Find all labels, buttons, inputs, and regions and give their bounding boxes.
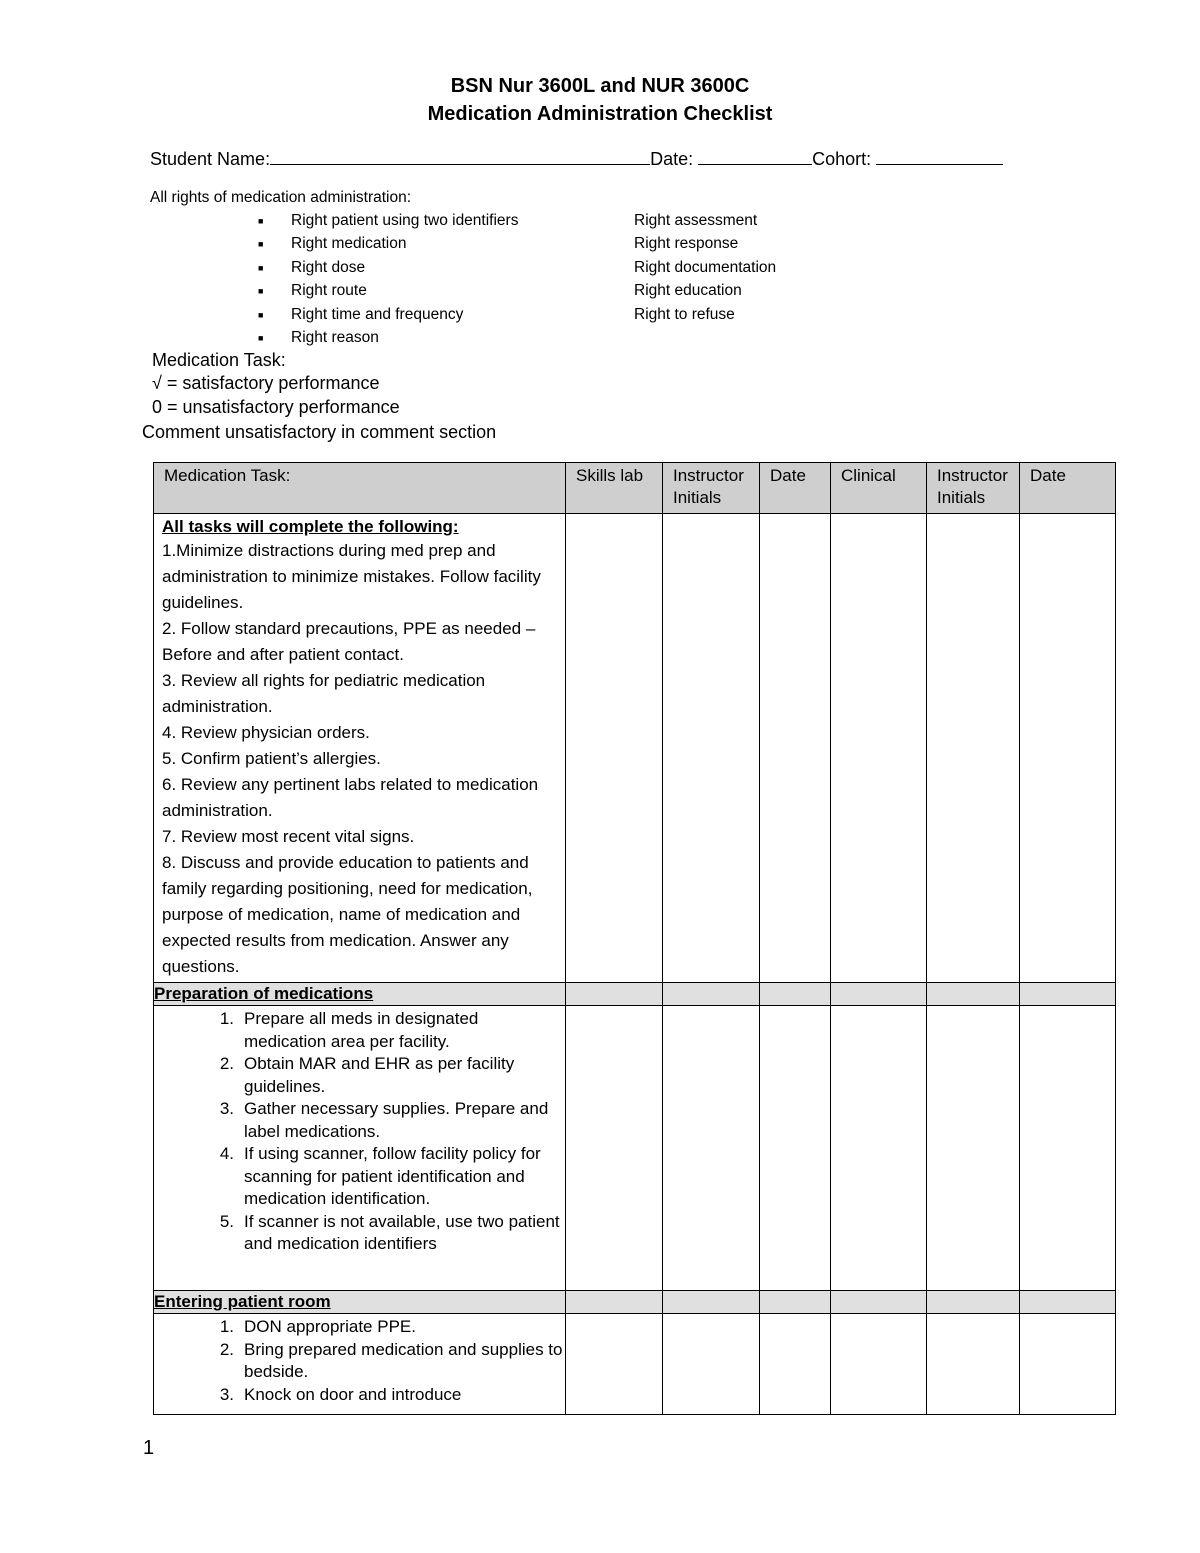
section-title-entering: Entering patient room <box>154 1291 566 1314</box>
check-cell[interactable] <box>566 514 663 983</box>
bullet-icon: ■ <box>258 309 264 320</box>
item-text: Bring prepared medication and supplies to bedside. <box>244 1339 563 1381</box>
right-item <box>258 306 463 324</box>
check-cell[interactable] <box>663 1006 760 1291</box>
item-number: 4. <box>219 1144 234 1163</box>
bullet-icon: ■ <box>258 285 264 296</box>
right-item-label: Right to refuse <box>634 306 735 323</box>
list-item <box>154 1098 565 1143</box>
title-line-1: BSN Nur 3600L and NUR 3600C <box>450 75 750 97</box>
check-cell[interactable] <box>1020 1314 1116 1415</box>
student-name-label: Student Name: <box>150 149 271 169</box>
list-item <box>154 1211 565 1256</box>
list-item <box>154 1053 565 1098</box>
list-item <box>154 1143 565 1211</box>
check-cell[interactable] <box>663 514 760 983</box>
bullet-icon: ■ <box>258 215 264 226</box>
right-item-label: Right medication <box>291 235 407 252</box>
entering-cell <box>154 1314 566 1415</box>
cohort-label: Cohort: <box>812 149 872 169</box>
right-item <box>258 282 367 300</box>
check-cell[interactable] <box>927 1314 1020 1415</box>
item-text: If scanner is not available, use two patient and medication identifiers <box>244 1211 560 1253</box>
right-item <box>258 259 365 277</box>
check-cell[interactable] <box>1020 1006 1116 1291</box>
right-item-label: Right reason <box>291 329 379 346</box>
list-item <box>154 1384 565 1407</box>
table-row-preparation <box>154 1006 1116 1291</box>
check-cell[interactable] <box>566 1314 663 1415</box>
preparation-cell <box>154 1006 566 1291</box>
task-item: 1.Minimize distractions during med prep and administration to minimize mistakes. Follow facility guidelines. <box>162 541 541 612</box>
date-field[interactable] <box>698 146 812 165</box>
check-cell[interactable] <box>831 1006 927 1291</box>
check-cell[interactable] <box>760 1314 831 1415</box>
table-row-all-tasks <box>154 514 1116 983</box>
right-item-label: Right time and frequency <box>291 306 464 323</box>
check-cell[interactable] <box>927 514 1020 983</box>
checklist-table <box>153 462 1116 1415</box>
bullet-icon: ■ <box>258 332 264 343</box>
check-cell[interactable] <box>927 1006 1020 1291</box>
right-item <box>258 212 518 230</box>
bullet-icon: ■ <box>258 238 264 249</box>
right-item <box>258 329 379 347</box>
col-header-skills-lab: Skills lab <box>566 463 663 514</box>
legend-satisfactory: √ = satisfactory performance <box>152 373 380 393</box>
list-item <box>154 1339 565 1384</box>
task-item: 8. Discuss and provide education to patients and family regarding positioning, need for medication, purpose of medication, name of medication and expected results from medication. Answer any questions. <box>162 853 533 976</box>
date-label: Date: <box>650 149 694 169</box>
student-name-field[interactable] <box>270 146 650 165</box>
col-header-clinical: Clinical <box>831 463 927 514</box>
all-tasks-lead: All tasks will complete the following: <box>162 517 459 536</box>
item-number: 2. <box>219 1339 234 1359</box>
page-number: 1 <box>143 1437 155 1459</box>
rights-intro: All rights of medication administration: <box>150 189 412 206</box>
legend-label: Medication Task: <box>152 350 286 370</box>
item-number: 2. <box>219 1054 234 1073</box>
task-item: 6. Review any pertinent labs related to medication administration. <box>162 775 539 820</box>
list-item <box>154 1008 565 1053</box>
task-item: 5. Confirm patient’s allergies. <box>162 749 381 768</box>
section-row-entering <box>154 1291 1116 1314</box>
legend-unsatisfactory: 0 = unsatisfactory performance <box>152 397 400 417</box>
right-item-label: Right route <box>291 282 367 299</box>
col-header-instructor-initials-2: Instructor Initials <box>927 463 1020 514</box>
table-row-entering <box>154 1314 1116 1415</box>
col-header-instructor-initials-1: Instructor Initials <box>663 463 760 514</box>
item-number: 5. <box>219 1211 234 1231</box>
item-text: Obtain MAR and EHR as per facility guidelines. <box>244 1054 515 1096</box>
title-line-2: Medication Administration Checklist <box>427 103 773 125</box>
check-cell[interactable] <box>831 1314 927 1415</box>
col-header-task: Medication Task: <box>154 463 566 514</box>
right-item-label: Right education <box>634 282 742 299</box>
right-item-label: Right dose <box>291 259 366 276</box>
check-cell[interactable] <box>760 1006 831 1291</box>
item-number: 3. <box>219 1099 234 1118</box>
task-item: 3. Review all rights for pediatric medication administration. <box>162 671 486 716</box>
right-item-label: Right assessment <box>634 212 758 229</box>
right-item-label: Right documentation <box>634 259 777 276</box>
right-item-label: Right response <box>634 235 739 252</box>
right-item-label: Right patient using two identifiers <box>291 212 519 229</box>
col-header-date-1: Date <box>760 463 831 514</box>
item-text: DON appropriate PPE. <box>244 1317 416 1336</box>
check-cell[interactable] <box>663 1314 760 1415</box>
item-number: 1. <box>219 1317 234 1336</box>
check-cell[interactable] <box>1020 514 1116 983</box>
legend-comment: Comment unsatisfactory in comment section <box>142 422 497 442</box>
student-info-line <box>150 146 1003 170</box>
item-text: Prepare all meds in designated medication area per facility. <box>244 1009 479 1051</box>
task-item: 7. Review most recent vital signs. <box>162 827 415 846</box>
right-item <box>258 235 406 253</box>
section-title-preparation: Preparation of medications <box>154 983 566 1006</box>
item-number: 3. <box>219 1384 234 1404</box>
task-item: 4. Review physician orders. <box>162 723 370 742</box>
col-header-date-2: Date <box>1020 463 1116 514</box>
section-row-preparation <box>154 983 1116 1006</box>
item-text: Gather necessary supplies. Prepare and label medications. <box>244 1099 549 1141</box>
list-item <box>154 1316 565 1339</box>
check-cell[interactable] <box>566 1006 663 1291</box>
task-item: 2. Follow standard precautions, PPE as needed – Before and after patient contact. <box>162 619 536 664</box>
bullet-icon: ■ <box>258 262 264 273</box>
item-text: Knock on door and introduce <box>244 1384 462 1404</box>
item-number: 1. <box>219 1009 234 1028</box>
check-cell[interactable] <box>760 514 831 983</box>
item-text: If using scanner, follow facility policy for scanning for patient identification and medication identification. <box>244 1144 541 1208</box>
cohort-field[interactable] <box>876 146 1003 165</box>
all-tasks-cell <box>154 514 566 983</box>
check-cell[interactable] <box>831 514 927 983</box>
table-header-row <box>154 463 1116 514</box>
